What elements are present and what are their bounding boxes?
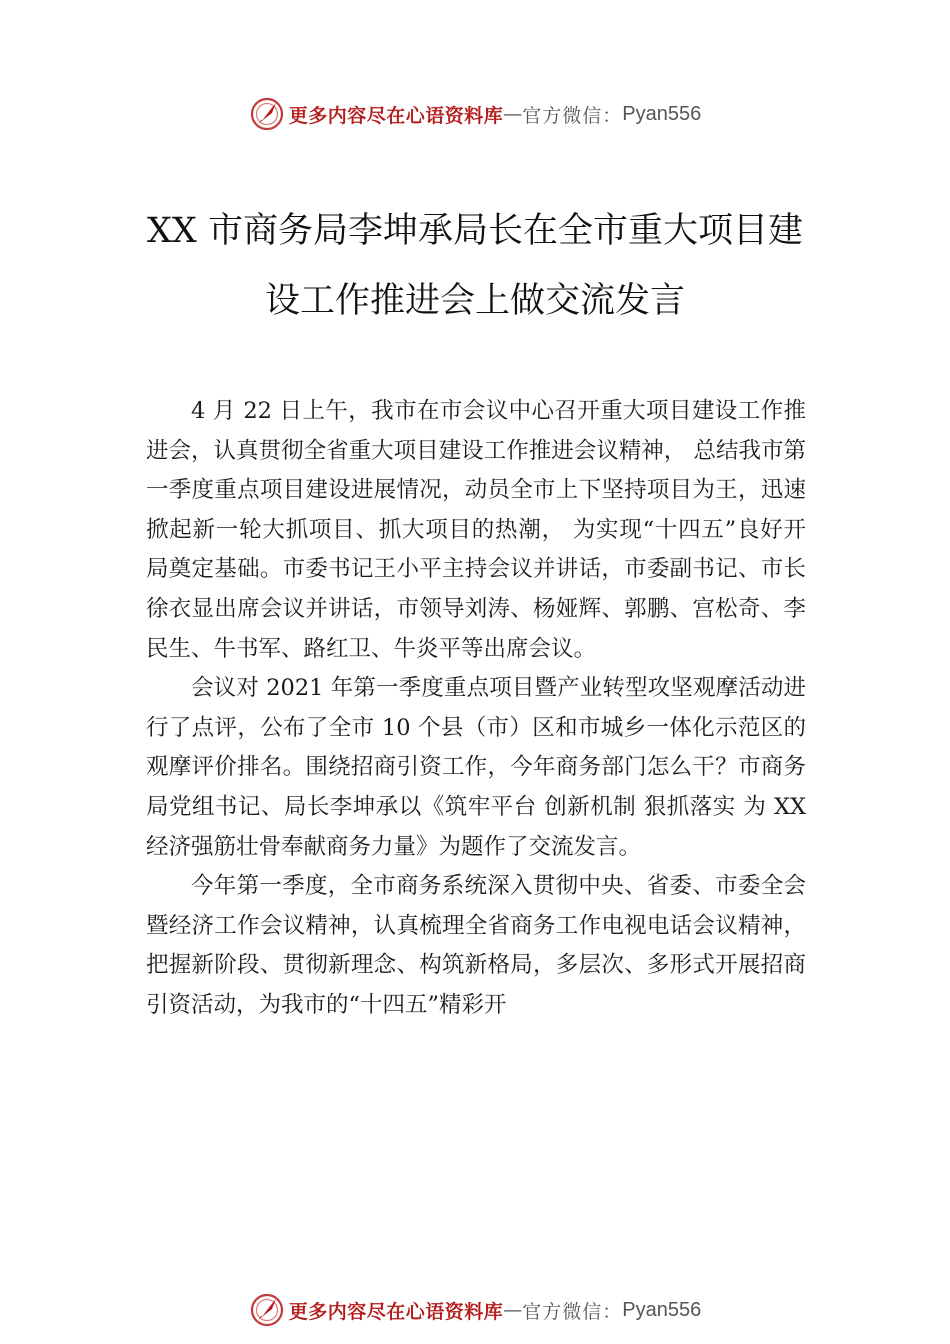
document-body — [146, 392, 806, 1026]
banner-wechat-label: 官方微信： — [522, 104, 623, 127]
banner-wechat-label: 官方微信： — [522, 1300, 623, 1323]
body-paragraph: 今年第一季度，全市商务系统深入贯彻中央、省委、市委全会暨经济工作会议精神，认真梳理全省商务工作电视电话会议精神，把握新阶段、贯彻新理念、构筑新格局，多层次、多形式开展招商引资活动，为我市的“十四五”精彩开 — [146, 873, 806, 1018]
footer-banner — [0, 1290, 950, 1330]
header-banner — [0, 94, 950, 134]
title-line-2: 设工作推进会上做交流发言 — [264, 281, 685, 321]
title-line-1: XX 市商务局李坤承局长在全市重大项目建 — [147, 211, 803, 251]
quill-seal-logo-icon — [249, 1292, 285, 1328]
body-paragraph: 4 月 22 日上午，我市在市会议中心召开重大项目建设工作推进会，认真贯彻全省重大项目建设工作推进会议精神， 总结我市第一季度重点项目建设进展情况，动员全市上下坚持项目为王，迅速掀起新一轮大抓项目、抓大项目的热潮， 为实现“十四五”良好开局奠定基础。市委书记王小平主持会议并讲话，市委副书记、市长徐衣显出席会议并讲话，市领导刘涛、杨娅辉、郭鹏、宫松奇、李民生、牛书军、路红卫、牛炎平等出席会议。 — [146, 398, 806, 662]
banner-brand-text: 更多内容尽在心语资料库 — [288, 1300, 504, 1323]
banner-wechat-id: Pyan556 — [622, 102, 702, 125]
quill-seal-logo-icon — [249, 96, 285, 132]
banner-brand-text: 更多内容尽在心语资料库 — [288, 104, 504, 127]
body-paragraph: 会议对 2021 年第一季度重点项目暨产业转型攻坚观摩活动进行了点评，公布了全市 10 个县（市）区和市城乡一体化示范区的观摩评价排名。围绕招商引资工作，今年商务部门怎么干？市商务局党组书记、局长李坤承以《筑牢平台 创新机制 狠抓落实 为 XX 经济强筋壮骨奉献商务力量》为题作了交流发言。 — [146, 675, 806, 860]
banner-wechat-id: Pyan556 — [622, 1298, 702, 1321]
banner-separator: — — [503, 1299, 523, 1321]
banner-separator: — — [503, 103, 523, 125]
document-title — [120, 196, 830, 336]
